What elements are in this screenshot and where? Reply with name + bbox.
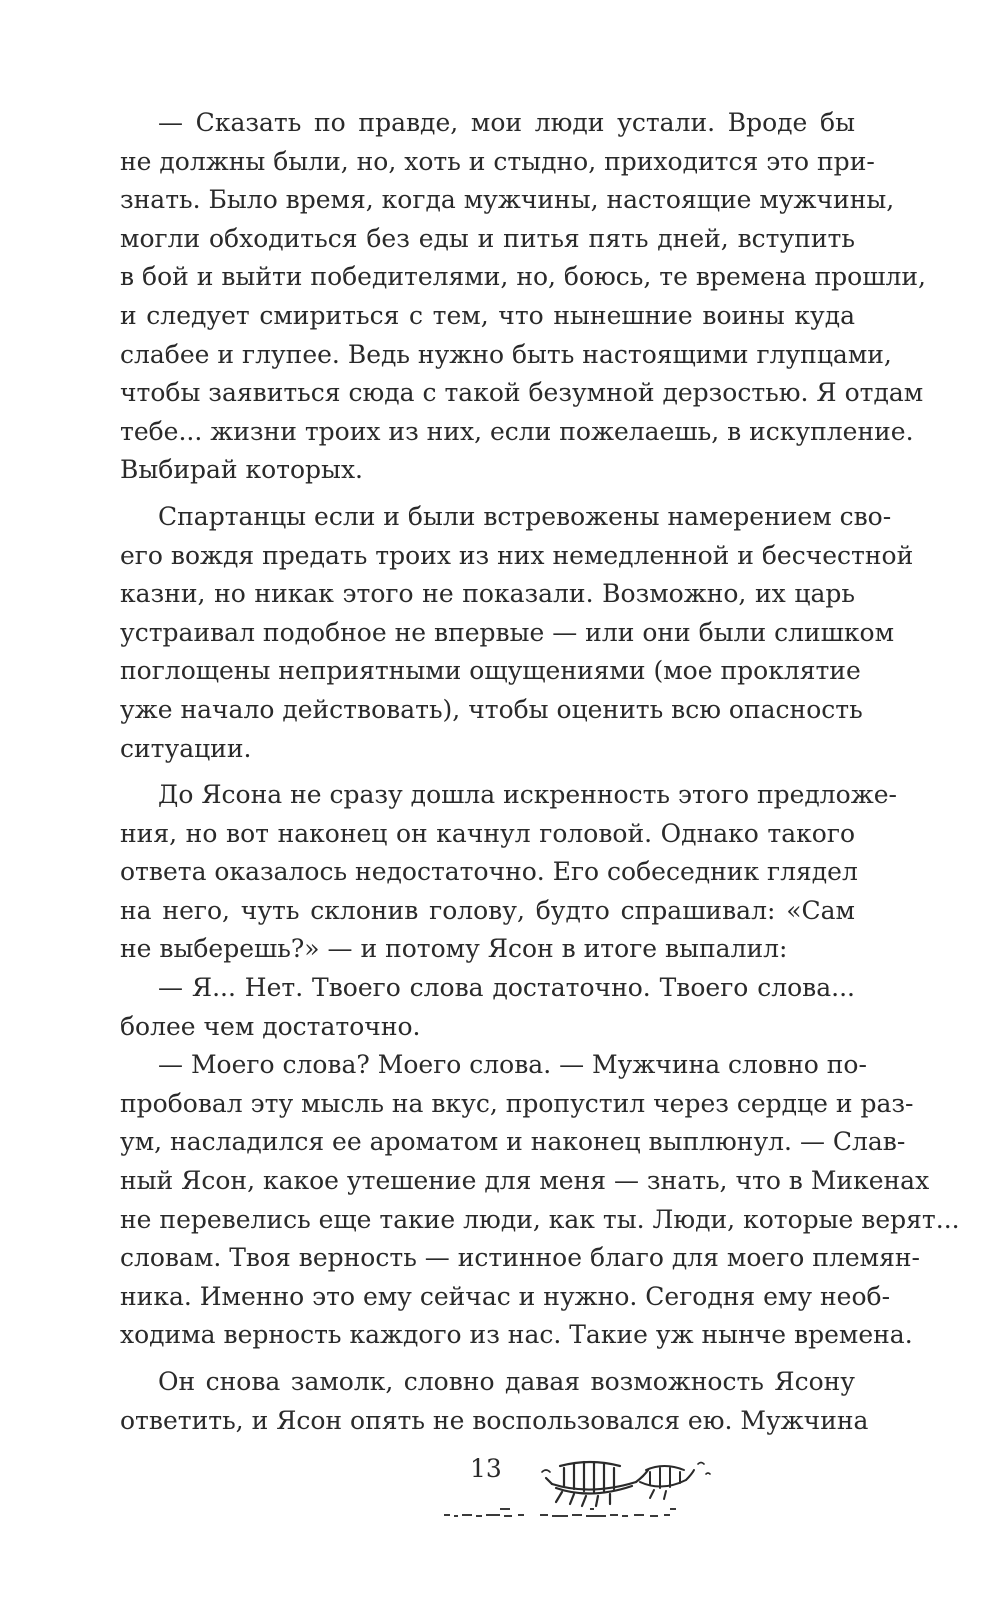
- text-line: слабее и глупее. Ведь нужно быть настоящими глупцами,: [120, 339, 892, 369]
- text-line: знать. Было время, когда мужчины, настоящие мужчины,: [120, 185, 895, 215]
- text-line: уже начало действовать), чтобы оценить всю опасность: [120, 694, 863, 724]
- text-line: казни, но никак этого не показали. Возможно, их царь: [120, 579, 855, 609]
- text-line: в бой и выйти победителями, но, боюсь, те времена прошли,: [120, 262, 926, 292]
- text-line: — Я... Нет. Твоего слова достаточно. Твоего слова...: [158, 973, 855, 1003]
- text-line: ум, насладился ее ароматом и наконец выплюнул. — Слав-: [120, 1127, 906, 1157]
- text-line: не перевелись еще такие люди, как ты. Люди, которые верят...: [120, 1204, 960, 1234]
- text-line: поглощены неприятными ощущениями (мое проклятие: [120, 656, 861, 686]
- text-line: Спартанцы если и были встревожены намерением сво-: [158, 501, 892, 531]
- text-line: пробовал эту мысль на вкус, пропустил через сердце и раз-: [120, 1088, 914, 1118]
- text-line: До Ясона не сразу дошла искренность этого предложе-: [158, 780, 897, 810]
- text-line: могли обходиться без еды и питья пять дней, вступить: [120, 223, 855, 253]
- text-line: ответить, и Ясон опять не воспользовался ею. Мужчина: [120, 1405, 869, 1435]
- text-line: более чем достаточно.: [120, 1011, 421, 1041]
- text-line: не выберешь?» — и потому Ясон в итоге выпалил:: [120, 934, 788, 964]
- ships-ornament-icon: [440, 1452, 720, 1528]
- text-line: и следует смириться с тем, что нынешние воины куда: [120, 300, 855, 330]
- text-line: не должны были, но, хоть и стыдно, приходится это при-: [120, 146, 875, 176]
- text-line: Он снова замолк, словно давая возможность Ясону: [158, 1367, 855, 1396]
- text-line: — Сказать по правде, мои люди устали. Вроде бы: [158, 108, 855, 137]
- page-number: 13: [470, 1454, 502, 1483]
- text-line: ходима верность каждого из нас. Такие уж нынче времена.: [120, 1320, 913, 1350]
- text-line: — Моего слова? Моего слова. — Мужчина словно по-: [158, 1050, 867, 1080]
- text-line: ситуации.: [120, 733, 252, 763]
- text-line: словам. Твоя верность — истинное благо для моего племян-: [120, 1243, 920, 1273]
- text-line: Выбирай которых.: [120, 455, 364, 485]
- text-line: устраивал подобное не впервые — или они были слишком: [120, 617, 895, 647]
- text-line: ника. Именно это ему сейчас и нужно. Сегодня ему необ-: [120, 1281, 891, 1311]
- body-text: [120, 104, 960, 1440]
- text-line: ный Ясон, какое утешение для меня — знать, что в Микенах: [120, 1166, 930, 1196]
- text-line: тебе... жизни троих из них, если пожелаешь, в искупление.: [120, 416, 914, 446]
- text-line: его вождя предать троих из них немедленной и бесчестной: [120, 540, 914, 570]
- text-line: на него, чуть склонив голову, будто спрашивал: «Сам: [120, 895, 855, 925]
- text-line: ния, но вот наконец он качнул головой. Однако такого: [120, 818, 855, 848]
- text-line: ответа оказалось недостаточно. Его собеседник глядел: [120, 857, 858, 887]
- text-line: чтобы заявиться сюда с такой безумной дерзостью. Я отдам: [120, 378, 924, 408]
